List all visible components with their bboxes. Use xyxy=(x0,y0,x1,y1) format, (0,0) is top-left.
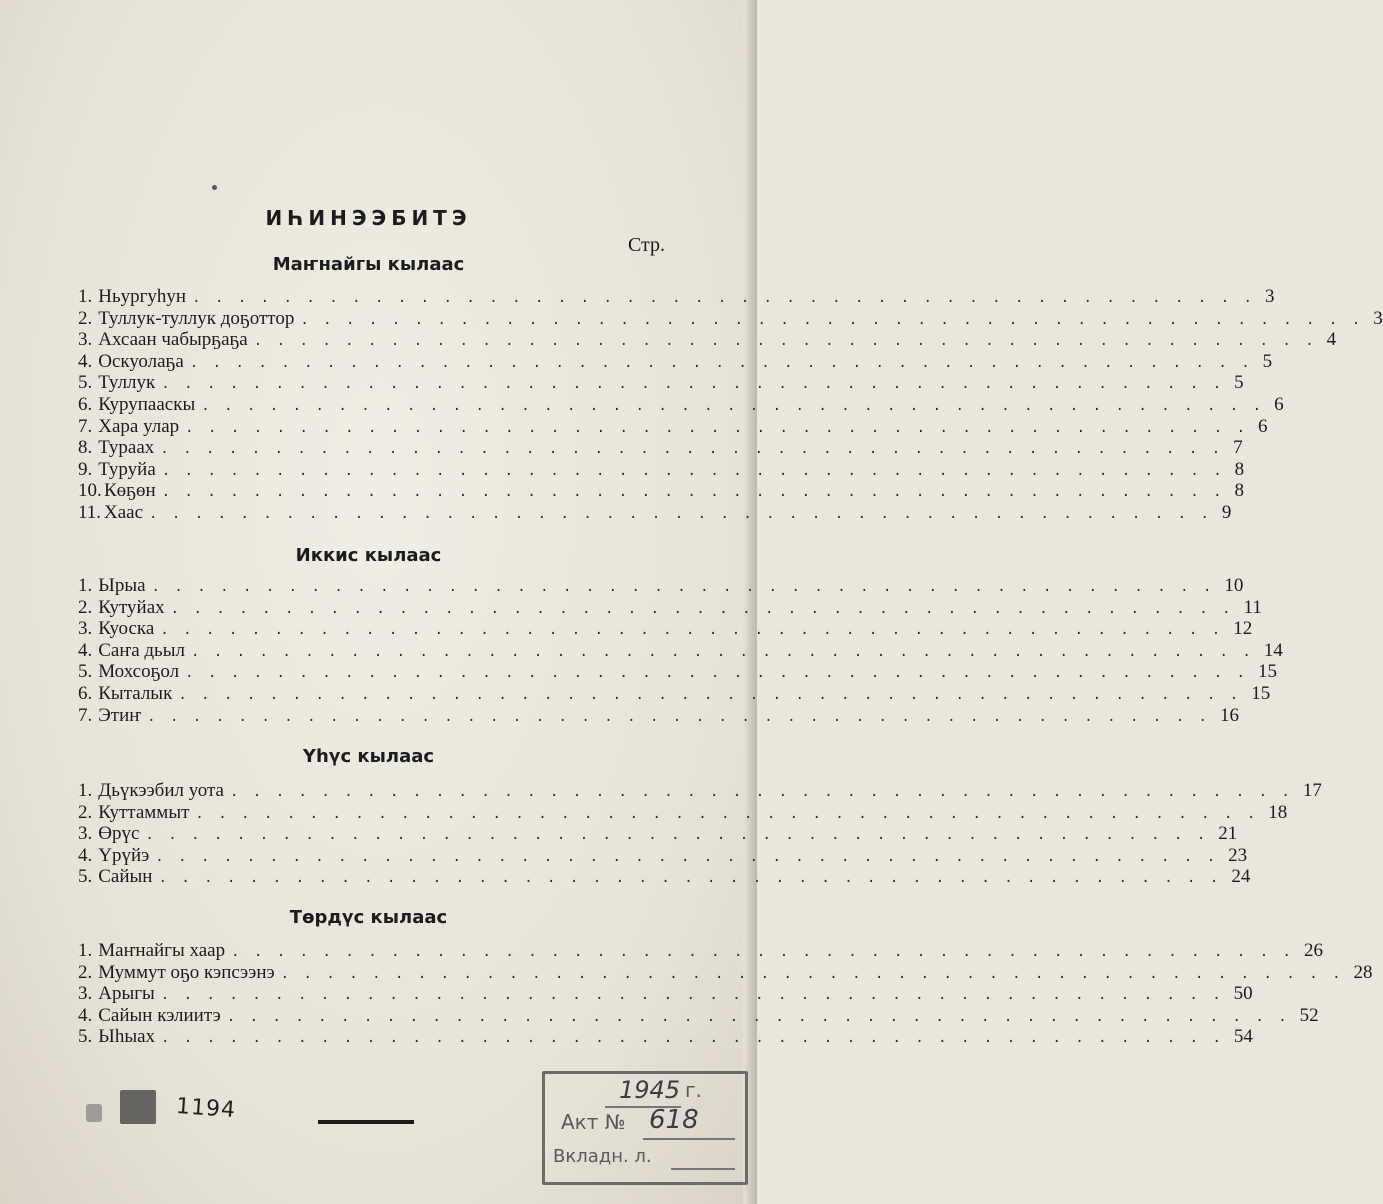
toc-entry-page: 8 xyxy=(1234,480,1245,502)
toc-entry-title: Туруйа xyxy=(98,458,156,480)
toc-entry-title: Ыһыах xyxy=(98,1026,156,1048)
stamp-underline xyxy=(643,1138,735,1140)
toc-entry-number: 4. xyxy=(78,350,93,372)
toc-entry-title: Көҕөн xyxy=(104,480,156,502)
end-rule xyxy=(318,1120,414,1124)
toc-entry-number: 1. xyxy=(78,286,93,307)
toc-entry-page: 24 xyxy=(1231,866,1251,888)
toc-leader-dots: . . . . . . . . . . . . . . . . . . . . . . . . . . . . . . . . . . . . . . . . . . . . . . . xyxy=(160,622,1224,639)
toc-leader-dots: . . . . . . . . . . . . . . . . . . . . . . . . . . . . . . . . . . . . . . . . . . . . . . . xyxy=(158,870,1222,887)
section-title-1: Маҥнайгы кылаас xyxy=(272,254,465,275)
toc-leader-dots: . . . . . . . . . . . . . . . . . . . . . . . . . . . . . . . . . . . . . . . . . . . . . . . xyxy=(161,462,1225,479)
toc-entry xyxy=(78,596,1262,619)
toc-entry-number: 3. xyxy=(78,618,93,640)
toc-entry xyxy=(78,307,1383,330)
toc-entry-title: Хаас xyxy=(104,501,144,523)
toc-entry-page: 21 xyxy=(1218,823,1238,845)
toc-entry xyxy=(78,458,1245,481)
toc-entry-page: 10 xyxy=(1224,575,1244,596)
toc-entry-page: 14 xyxy=(1263,639,1283,661)
toc-leader-dots: . . . . . . . . . . . . . . . . . . . . . . . . . . . . . . . . . . . . . . . . . . . . . . . xyxy=(155,848,1219,865)
toc-leader-dots: . . . . . . . . . . . . . . . . . . . . . . . . . . . . . . . . . . . . . . . . . . . . . . . xyxy=(178,686,1242,703)
toc-entry-title: Тураах xyxy=(98,437,155,459)
toc-entry-page: 6 xyxy=(1274,393,1284,415)
toc-entry-title: Сайын xyxy=(98,866,153,888)
toc-entry-title: Ахсаан чабырҕаҕа xyxy=(98,329,248,351)
toc-entry-page: 3 xyxy=(1264,286,1275,307)
toc-entry-page: 28 xyxy=(1353,961,1373,983)
toc-entry-title: Оскуолаҕа xyxy=(98,350,184,372)
toc-entry-number: 3. xyxy=(78,823,93,845)
toc-entry xyxy=(78,940,1323,962)
toc-entry-title: Кутуйах xyxy=(98,596,165,618)
toc-entry xyxy=(78,801,1288,824)
toc-list-3 xyxy=(78,780,1322,888)
toc-entry-number: 2. xyxy=(78,961,93,983)
toc-entry-number: 5. xyxy=(78,866,93,888)
toc-entry xyxy=(78,823,1238,845)
toc-entry-number: 4. xyxy=(78,639,93,661)
toc-leader-dots: . . . . . . . . . . . . . . . . . . . . . . . . . . . . . . . . . . . . . . . . . . . . . . . xyxy=(161,376,1225,393)
toc-entry-number: 7. xyxy=(78,704,93,726)
toc-entry-number: 2. xyxy=(78,307,93,329)
toc-entry-page: 5 xyxy=(1234,372,1244,394)
toc-entry xyxy=(78,1004,1319,1027)
toc-entry xyxy=(78,1026,1253,1048)
stamp-year-suffix: г. xyxy=(685,1078,702,1102)
section-title-3: Үһүс кылаас xyxy=(302,746,435,767)
toc-entry-title: Дьүкээбил уота xyxy=(98,780,224,801)
toc-entry xyxy=(78,780,1322,802)
toc-entry xyxy=(78,480,1245,502)
toc-entry xyxy=(78,575,1244,597)
toc-entry-number: 1. xyxy=(78,940,93,961)
toc-entry-number: 8. xyxy=(78,437,93,459)
toc-entry-page: 8 xyxy=(1234,458,1245,480)
library-stamp xyxy=(542,1071,748,1185)
toc-entry-title: Кыталык xyxy=(98,682,173,704)
toc-leader-dots: . . . . . . . . . . . . . . . . . . . . . . . . . . . . . . . . . . . . . . . . . . . . . . . xyxy=(160,987,1224,1004)
toc-leader-dots: . . . . . . . . . . . . . . . . . . . . . . . . . . . . . . . . . . . . . . . . . . . . . . . xyxy=(253,333,1317,350)
ink-dot xyxy=(212,185,217,190)
toc-entry-number: 9. xyxy=(78,458,93,480)
toc-entry xyxy=(78,286,1275,308)
toc-leader-dots: . . . . . . . . . . . . . . . . . . . . . . . . . . . . . . . . . . . . . . . . . . . . . . . xyxy=(192,290,1255,306)
toc-entry-title: Маҥнайгы хаар xyxy=(98,940,226,961)
toc-leader-dots: . . . . . . . . . . . . . . . . . . . . . . . . . . . . . . . . . . . . . . . . . . . . . . . xyxy=(280,965,1344,982)
toc-entry xyxy=(78,639,1283,662)
toc-entry xyxy=(78,682,1271,705)
toc-entry-title: Ньургуһун xyxy=(98,286,187,307)
toc-entry-title: Куоска xyxy=(98,618,155,640)
toc-entry-title: Мохсоҕол xyxy=(98,661,180,683)
toc-entry-page: 54 xyxy=(1233,1026,1253,1048)
toc-entry xyxy=(78,372,1244,394)
stamp-underline xyxy=(671,1168,735,1170)
toc-entry-title: Сайын кэлиитэ xyxy=(98,1004,221,1026)
toc-entry xyxy=(78,618,1253,640)
toc-entry xyxy=(78,704,1239,727)
toc-entry-number: 2. xyxy=(78,596,93,618)
toc-entry-number: 11. xyxy=(78,501,102,523)
handwritten-number: 1194 xyxy=(175,1093,237,1124)
toc-entry-page: 16 xyxy=(1219,704,1239,726)
toc-entry-number: 4. xyxy=(78,844,93,866)
toc-entry-page: 3 xyxy=(1373,307,1383,329)
toc-entry-title: Үрүйэ xyxy=(98,844,150,866)
toc-entry-title: Этиҥ xyxy=(98,704,142,726)
toc-leader-dots: . . . . . . . . . . . . . . . . . . . . . . . . . . . . . . . . . . . . . . . . . . . . . . . xyxy=(145,827,1209,844)
toc-entry-title: Муммут оҕо кэпсээнэ xyxy=(98,961,275,983)
toc-entry-page: 7 xyxy=(1233,437,1243,459)
toc-entry-title: Курупааскы xyxy=(98,393,196,415)
toc-entry xyxy=(78,866,1251,888)
toc-entry-page: 50 xyxy=(1233,983,1253,1005)
toc-leader-dots: . . . . . . . . . . . . . . . . . . . . . . . . . . . . . . . . . . . . . . . . . . . . . . . xyxy=(229,784,1293,800)
toc-entry xyxy=(78,437,1243,459)
toc-entry xyxy=(78,329,1337,351)
toc-entry-number: 5. xyxy=(78,661,93,683)
toc-entry-number: 6. xyxy=(78,393,93,415)
stamp-act-label: Акт № xyxy=(561,1110,626,1134)
toc-leader-dots: . . . . . . . . . . . . . . . . . . . . . . . . . . . . . . . . . . . . . . . . . . . . . . . xyxy=(195,805,1259,822)
toc-list-2 xyxy=(78,575,1283,726)
toc-leader-dots: . . . . . . . . . . . . . . . . . . . . . . . . . . . . . . . . . . . . . . . . . . . . . . . xyxy=(161,1030,1224,1047)
toc-entry-number: 7. xyxy=(78,415,93,437)
toc-entry-title: Туллук xyxy=(98,372,156,394)
toc-leader-dots: . . . . . . . . . . . . . . . . . . . . . . . . . . . . . . . . . . . . . . . . . . . . . . . xyxy=(147,708,1210,725)
toc-entry-number: 10. xyxy=(78,480,102,502)
toc-entry-number: 1. xyxy=(78,575,93,596)
toc-entry-page: 4 xyxy=(1326,329,1337,351)
toc-entry-title: Туллук-туллук доҕоттор xyxy=(98,307,295,329)
toc-leader-dots: . . . . . . . . . . . . . . . . . . . . . . . . . . . . . . . . . . . . . . . . . . . . . . . xyxy=(189,354,1253,371)
toc-entry-title: Куттаммыт xyxy=(98,801,190,823)
section-title-4: Төрдүс кылаас xyxy=(289,907,448,928)
page-title: ИҺИНЭЭБИТЭ xyxy=(265,206,472,230)
toc-entry-number: 5. xyxy=(78,372,93,394)
toc-entry-page: 9 xyxy=(1221,501,1232,523)
toc-leader-dots: . . . . . . . . . . . . . . . . . . . . . . . . . . . . . . . . . . . . . . . . . . . . . . . xyxy=(231,944,1294,960)
toc-entry-page: 18 xyxy=(1268,801,1288,823)
toc-entry xyxy=(78,415,1268,438)
toc-entry xyxy=(78,501,1232,524)
toc-entry-number: 6. xyxy=(78,682,93,704)
toc-entry-page: 15 xyxy=(1251,682,1271,704)
toc-entry-number: 4. xyxy=(78,1004,93,1026)
ink-smudge xyxy=(86,1104,102,1122)
toc-entry-page: 5 xyxy=(1262,350,1273,372)
toc-list-4 xyxy=(78,940,1373,1048)
toc-entry-title: Саҥа дьыл xyxy=(98,639,185,661)
toc-entry-page: 17 xyxy=(1302,780,1322,801)
toc-leader-dots: . . . . . . . . . . . . . . . . . . . . . . . . . . . . . . . . . . . . . . . . . . . . . . . xyxy=(190,643,1254,660)
toc-entry xyxy=(78,350,1273,373)
toc-entry-number: 5. xyxy=(78,1026,93,1048)
toc-entry-number: 1. xyxy=(78,780,93,801)
toc-entry-page: 12 xyxy=(1233,618,1253,640)
toc-entry xyxy=(78,844,1248,867)
toc-entry-page: 52 xyxy=(1299,1004,1319,1026)
toc-leader-dots: . . . . . . . . . . . . . . . . . . . . . . . . . . . . . . . . . . . . . . . . . . . . . . . xyxy=(149,505,1212,522)
toc-leader-dots: . . . . . . . . . . . . . . . . . . . . . . . . . . . . . . . . . . . . . . . . . . . . . . . xyxy=(201,397,1265,414)
toc-entry-page: 23 xyxy=(1228,844,1248,866)
toc-list-1 xyxy=(78,286,1383,524)
toc-leader-dots: . . . . . . . . . . . . . . . . . . . . . . . . . . . . . . . . . . . . . . . . . . . . . . . xyxy=(161,484,1225,501)
toc-entry-number: 3. xyxy=(78,329,93,351)
toc-entry-page: 11 xyxy=(1243,596,1262,618)
toc-leader-dots: . . . . . . . . . . . . . . . . . . . . . . . . . . . . . . . . . . . . . . . . . . . . . . . xyxy=(151,579,1215,595)
toc-entry xyxy=(78,393,1284,416)
stamp-act-number: 618 xyxy=(649,1105,699,1135)
page-column-label: Стр. xyxy=(627,234,665,256)
toc-entry-number: 3. xyxy=(78,983,93,1005)
toc-leader-dots: . . . . . . . . . . . . . . . . . . . . . . . . . . . . . . . . . . . . . . . . . . . . . . . xyxy=(300,311,1364,328)
toc-entry xyxy=(78,961,1373,984)
toc-leader-dots: . . . . . . . . . . . . . . . . . . . . . . . . . . . . . . . . . . . . . . . . . . . . . . . xyxy=(160,441,1224,458)
toc-entry-page: 26 xyxy=(1303,940,1323,961)
toc-entry-page: 6 xyxy=(1258,415,1268,437)
toc-entry xyxy=(78,661,1277,683)
toc-entry-title: Арыгы xyxy=(98,983,155,1005)
toc-leader-dots: . . . . . . . . . . . . . . . . . . . . . . . . . . . . . . . . . . . . . . . . . . . . . . . xyxy=(226,1008,1290,1025)
section-title-2: Иккис кылаас xyxy=(295,545,442,566)
ink-stamp-mark xyxy=(120,1090,156,1124)
toc-leader-dots: . . . . . . . . . . . . . . . . . . . . . . . . . . . . . . . . . . . . . . . . . . . . . . . xyxy=(185,665,1248,682)
stamp-vkladn-label: Вкладн. л. xyxy=(553,1146,652,1167)
toc-entry-title: Өрүс xyxy=(98,823,140,845)
toc-entry-page: 15 xyxy=(1257,661,1277,683)
toc-leader-dots: . . . . . . . . . . . . . . . . . . . . . . . . . . . . . . . . . . . . . . . . . . . . . . . xyxy=(185,419,1249,436)
toc-entry-title: Хара улар xyxy=(98,415,180,437)
toc-leader-dots: . . . . . . . . . . . . . . . . . . . . . . . . . . . . . . . . . . . . . . . . . . . . . . . xyxy=(170,600,1234,617)
toc-entry-title: Ырыа xyxy=(98,575,146,596)
toc-entry xyxy=(78,983,1253,1005)
toc-entry-number: 2. xyxy=(78,801,93,823)
stamp-year: 1945 xyxy=(619,1076,681,1104)
